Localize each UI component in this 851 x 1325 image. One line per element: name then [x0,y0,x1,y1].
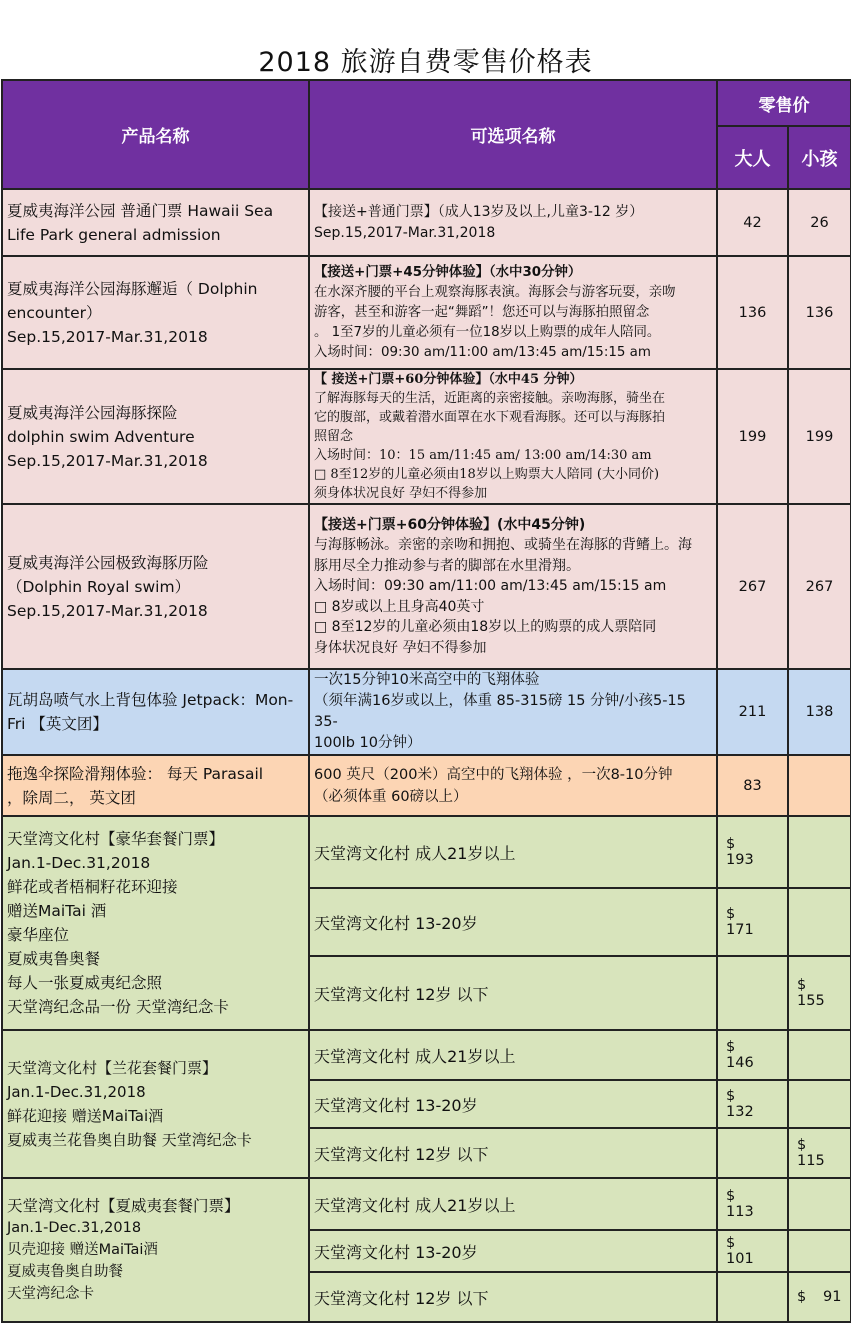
option-name: 天堂湾文化村 12岁 以下 [309,956,717,1030]
child-price: $ 91 [788,1272,851,1322]
option-name: 天堂湾文化村 成人21岁以上 [309,816,717,888]
price-table [1,79,851,1323]
child-price [788,1230,851,1272]
child-price: 199 [788,369,851,504]
product-name: 天堂湾文化村【豪华套餐门票】 Jan.1-Dec.31,2018 鲜花或者梧桐籽花环迎接 赠送MaiTai 酒 豪华座位 夏威夷鲁奥餐 每人一张夏威夷纪念照 天堂湾纪念品一份 天堂湾纪念卡 [2,816,309,1030]
adult-price: 83 [717,755,788,816]
child-price: 26 [788,189,851,256]
adult-price [717,1272,788,1322]
table-row [2,369,851,504]
header-retail: 零售价 [717,80,851,126]
adult-price: $132 [717,1080,788,1128]
header-product: 产品名称 [2,80,309,189]
child-price [788,755,851,816]
adult-price: 267 [717,504,788,669]
child-price [788,816,851,888]
table-row [2,504,851,669]
adult-price [717,1128,788,1178]
product-name: 夏威夷海洋公园海豚邂逅（ Dolphin encounter） Sep.15,2017-Mar.31,2018 [2,256,309,369]
adult-price [717,956,788,1030]
header-option: 可选项名称 [309,80,717,189]
option-name: 天堂湾文化村 13-20岁 [309,1080,717,1128]
product-name: 夏威夷海洋公园 普通门票 Hawaii Sea Life Park general admission [2,189,309,256]
option-name: 天堂湾文化村 13-20岁 [309,888,717,956]
product-name: 瓦胡岛喷气水上背包体验 Jetpack：Mon- Fri 【英文团】 [2,669,309,755]
option-name: 天堂湾文化村 成人21岁以上 [309,1178,717,1230]
table-row [2,1030,851,1080]
child-price [788,1030,851,1080]
option-name: 【接送+普通门票】（成人13岁及以上,儿童3-12 岁） Sep.15,2017-Mar.31,2018 [309,189,717,256]
header-adult: 大人 [717,126,788,189]
table-row [2,256,851,369]
option-name: 天堂湾文化村 12岁 以下 [309,1272,717,1322]
page-title: 2018 旅游自费零售价格表 [258,47,593,78]
table-row [2,189,851,256]
adult-price: $171 [717,888,788,956]
child-price: $115 [788,1128,851,1178]
option-name: 天堂湾文化村 13-20岁 [309,1230,717,1272]
adult-price: 211 [717,669,788,755]
child-price: 138 [788,669,851,755]
child-price [788,888,851,956]
table-row [2,755,851,816]
product-name: 天堂湾文化村【夏威夷套餐门票】 Jan.1-Dec.31,2018 贝壳迎接 赠送MaiTai酒 夏威夷鲁奥自助餐 天堂湾纪念卡 [2,1178,309,1322]
product-name: 夏威夷海洋公园海豚探险 dolphin swim Adventure Sep.15,2017-Mar.31,2018 [2,369,309,504]
option-name: 【接送+门票+45分钟体验】（水中30分钟） 在水深齐腰的平台上观察海豚表演。海豚会与游客玩耍，亲吻 游客，甚至和游客一起“舞蹈”！您还可以与海豚拍照留念 。 1至7岁的儿童必须有一位18岁以上购票的成年人陪同。 入场时间：09:30 am/11:00 am/13:45 am/15:15 am [309,256,717,369]
adult-price: 42 [717,189,788,256]
child-price: $155 [788,956,851,1030]
adult-price: $113 [717,1178,788,1230]
adult-price: $101 [717,1230,788,1272]
adult-price: 199 [717,369,788,504]
child-price [788,1080,851,1128]
child-price: 136 [788,256,851,369]
adult-price: 136 [717,256,788,369]
option-name: 【 接送+门票+60分钟体验】（水中45 分钟） 了解海豚每天的生活，近距离的亲密接触。亲吻海豚，骑坐在 它的腹部，或戴着潜水面罩在水下观看海豚。还可以与海豚拍 照留念 入场时间：10：15 am/11:45 am/ 13:00 am/14:30 am □ 8至12岁的儿童必须由18岁以上购票大人陪同 (大小同价) 须身体状况良好 孕妇不得参加 [309,369,717,504]
option-name: 一次15分钟10米高空中的飞翔体验 （须年满16岁或以上，体重 85-315磅 15 分钟/小孩5-15 35- 100lb 10分钟） [309,669,717,755]
table-row [2,1178,851,1230]
product-name: 天堂湾文化村【兰花套餐门票】 Jan.1-Dec.31,2018 鲜花迎接 赠送MaiTai酒 夏威夷兰花鲁奥自助餐 天堂湾纪念卡 [2,1030,309,1178]
product-name: 夏威夷海洋公园极致海豚历险 （Dolphin Royal swim） Sep.15,2017-Mar.31,2018 [2,504,309,669]
header-child: 小孩 [788,126,851,189]
option-name: 天堂湾文化村 12岁 以下 [309,1128,717,1178]
option-name: 600 英尺（200米）高空中的飞翔体验 ，一次8-10分钟 （必须体重 60磅以上） [309,755,717,816]
option-name: 【接送+门票+60分钟体验】(水中45分钟) 与海豚畅泳。亲密的亲吻和拥抱、或骑坐在海豚的背鳍上。海 豚用尽全力推动参与者的脚部在水里滑翔。 入场时间：09:30 am/11:00 am/13:45 am/15:15 am □ 8岁或以上且身高40英寸 □ 8至12岁的儿童必须由18岁以上的购票的成人票陪同 身体状况良好 孕妇不得参加 [309,504,717,669]
adult-price: $193 [717,816,788,888]
table-row [2,816,851,888]
product-name: 拖逸伞探险滑翔体验： 每天 Parasail ，除周二， 英文团 [2,755,309,816]
adult-price: $146 [717,1030,788,1080]
option-name: 天堂湾文化村 成人21岁以上 [309,1030,717,1080]
table-row [2,669,851,755]
child-price: 267 [788,504,851,669]
child-price [788,1178,851,1230]
